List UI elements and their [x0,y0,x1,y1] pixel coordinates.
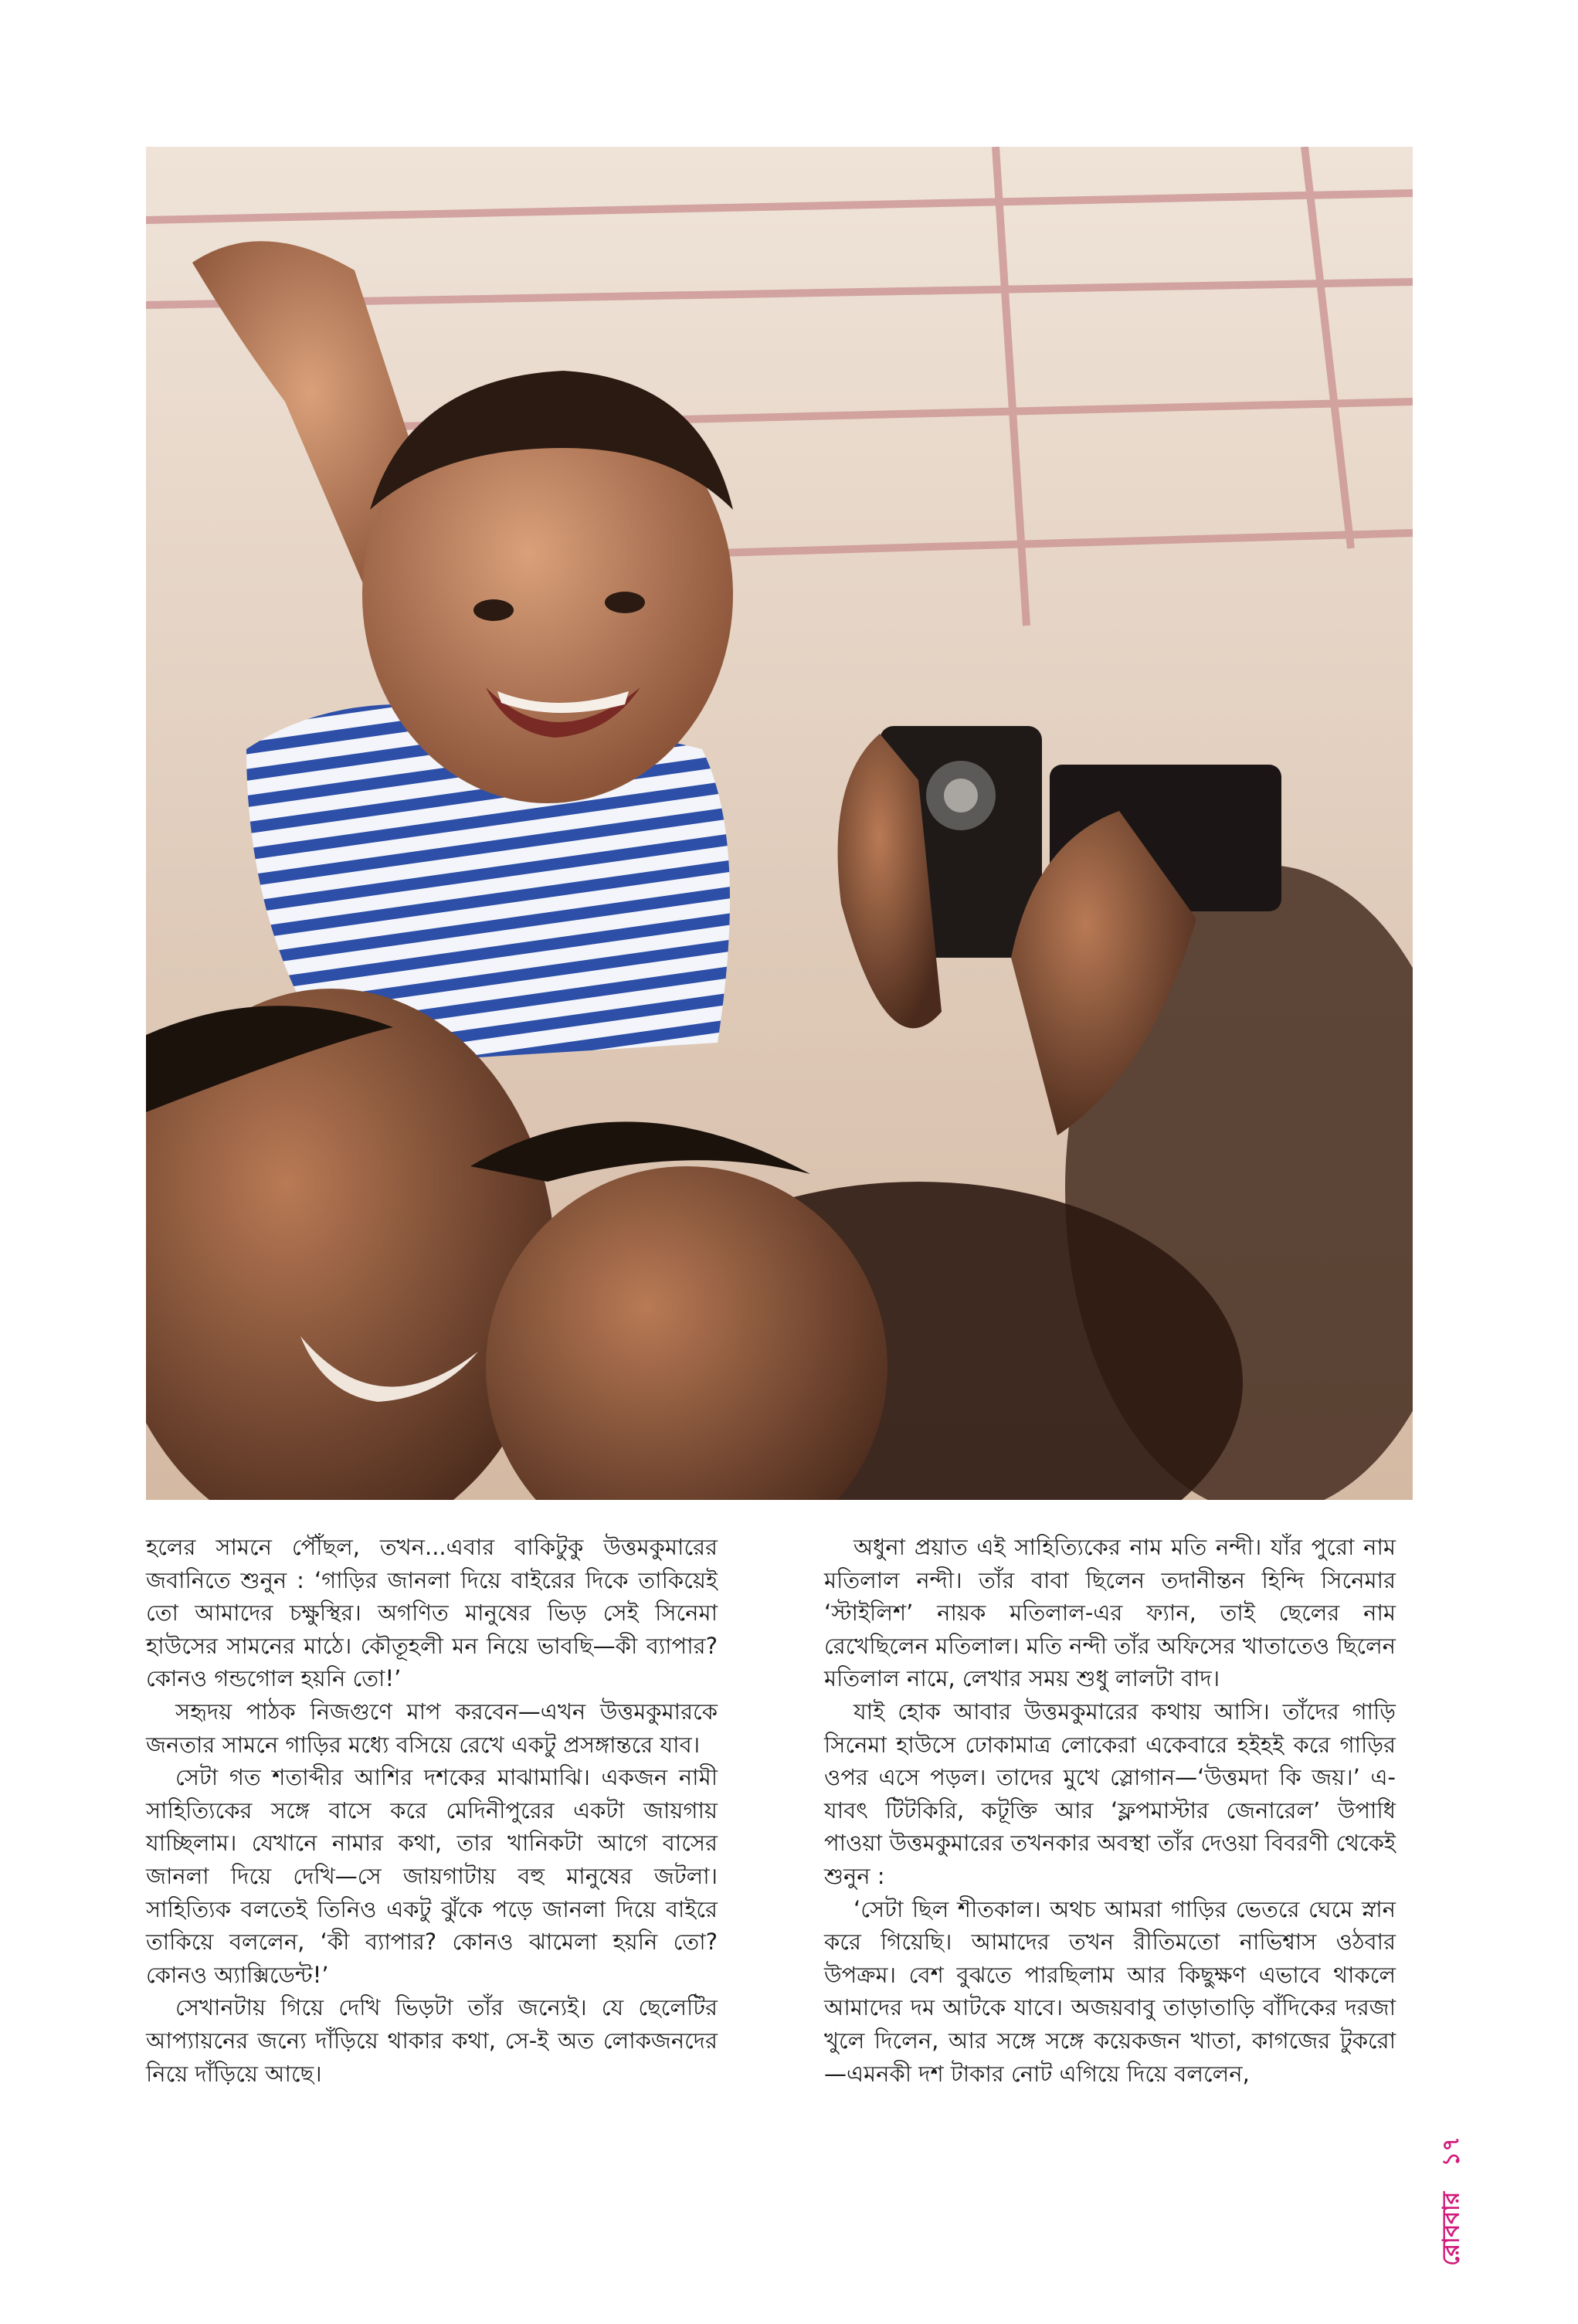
crowd-photo-illustration [146,147,1413,1500]
magazine-name: রোববার [1437,2191,1465,2266]
paragraph: সহৃদয় পাঠক নিজগুণে মাপ করবেন—এখন উত্তমকুমারকে জনতার সামনে গাড়ির মধ্যে বসিয়ে রেখে একটু প্রসঙ্গান্তরে যাব। [146,1698,718,1758]
paragraph: অধুনা প্রয়াত এই সাহিত্যিকের নাম মতি নন্দী। যাঁর পুরো নাম মতিলাল নন্দী। তাঁর বাবা ছিলেন তদানীন্তন হিন্দি সিনেমার ‘স্টাইলিশ’ নায়ক মতিলাল-এর ফ্যান, তাই ছেলের নাম রেখেছিলেন মতিলাল। মতি নন্দী তাঁর অফিসের খাতাতেও ছিলেন মতিলাল নামে, লেখার সময় শুধু লালটা বাদ। [824,1534,1396,1692]
paragraph: যাই হোক আবার উত্তমকুমারের কথায় আসি। তাঁদের গাড়ি সিনেমা হাউসে ঢোকামাত্র লোকেরা একেবারে হইহই করে গাড়ির ওপর এসে পড়ল। তাদের মুখে স্লোগান—‘উত্তমদা কি জয়।’ এ-যাবৎ টিটকিরি, কটূক্তি আর ‘ফ্লপমাস্টার জেনারেল’ উপাধি পাওয়া উত্তমকুমারের তখনকার অবস্থা তাঁর দেওয়া বিবরণী থেকেই শুনুন : [824,1698,1396,1889]
paragraph: ‘সেটা ছিল শীতকাল। অথচ আমরা গাড়ির ভেতরে ঘেমে স্নান করে গিয়েছি। আমাদের তখন রীতিমতো নাভিশ্বাস ওঠবার উপক্রম। বেশ বুঝতে পারছিলাম আর কিছুক্ষণ এভাবে থাকলে আমাদের দম আটকে যাবে। অজয়বাবু তাড়াতাড়ি বাঁদিকের দরজা খুলে দিলেন, আর সঙ্গে সঙ্গে কয়েকজন খাতা, কাগজের টুকরো—এমনকী দশ টাকার নোট এগিয়ে দিয়ে বললেন, [824,1895,1396,2087]
paragraph: হলের সামনে পৌঁছল, তখন...এবার বাকিটুকু উত্তমকুমারের জবানিতে শুনুন : ‘গাড়ির জানলা দিয়ে বাইরের দিকে তাকিয়েই তো আমাদের চক্ষুস্থির। অগণিত মানুষের ভিড় সেই সিনেমা হাউসের সামনের মাঠে। কৌতূহলী মন নিয়ে ভাবছি—কী ব্যাপার? কোনও গন্ডগোল হয়নি তো!’ [146,1534,718,1692]
page-number: ১৭ [1437,2136,1465,2167]
article-photo [146,147,1413,1500]
paragraph: সেটা গত শতাব্দীর আশির দশকের মাঝামাঝি। একজন নামী সাহিত্যিকের সঙ্গে বাসে করে মেদিনীপুরের একটা জায়গায় যাচ্ছিলাম। যেখানে নামার কথা, তার খানিকটা আগে বাসের জানলা দিয়ে দেখি—সে জায়গাটায় বহু মানুষের জটলা। সাহিত্যিক বলতেই তিনিও একটু ঝুঁকে পড়ে জানলা দিয়ে বাইরে তাকিয়ে বললেন, ‘কী ব্যাপার? কোনও ঝামেলা হয়নি তো? কোনও অ্যাক্সিডেন্ট!’ [146,1764,718,1988]
paragraph: সেখানটায় গিয়ে দেখি ভিড়টা তাঁর জন্যেই। যে ছেলেটির আপ্যায়নের জন্যে দাঁড়িয়ে থাকার কথা, সে-ই অত লোকজনদের নিয়ে দাঁড়িয়ে আছে। [146,1994,718,2087]
page-footer-tag [1430,2085,1474,2317]
article-column-left [146,1531,718,2090]
article-column-right [824,1531,1396,2090]
